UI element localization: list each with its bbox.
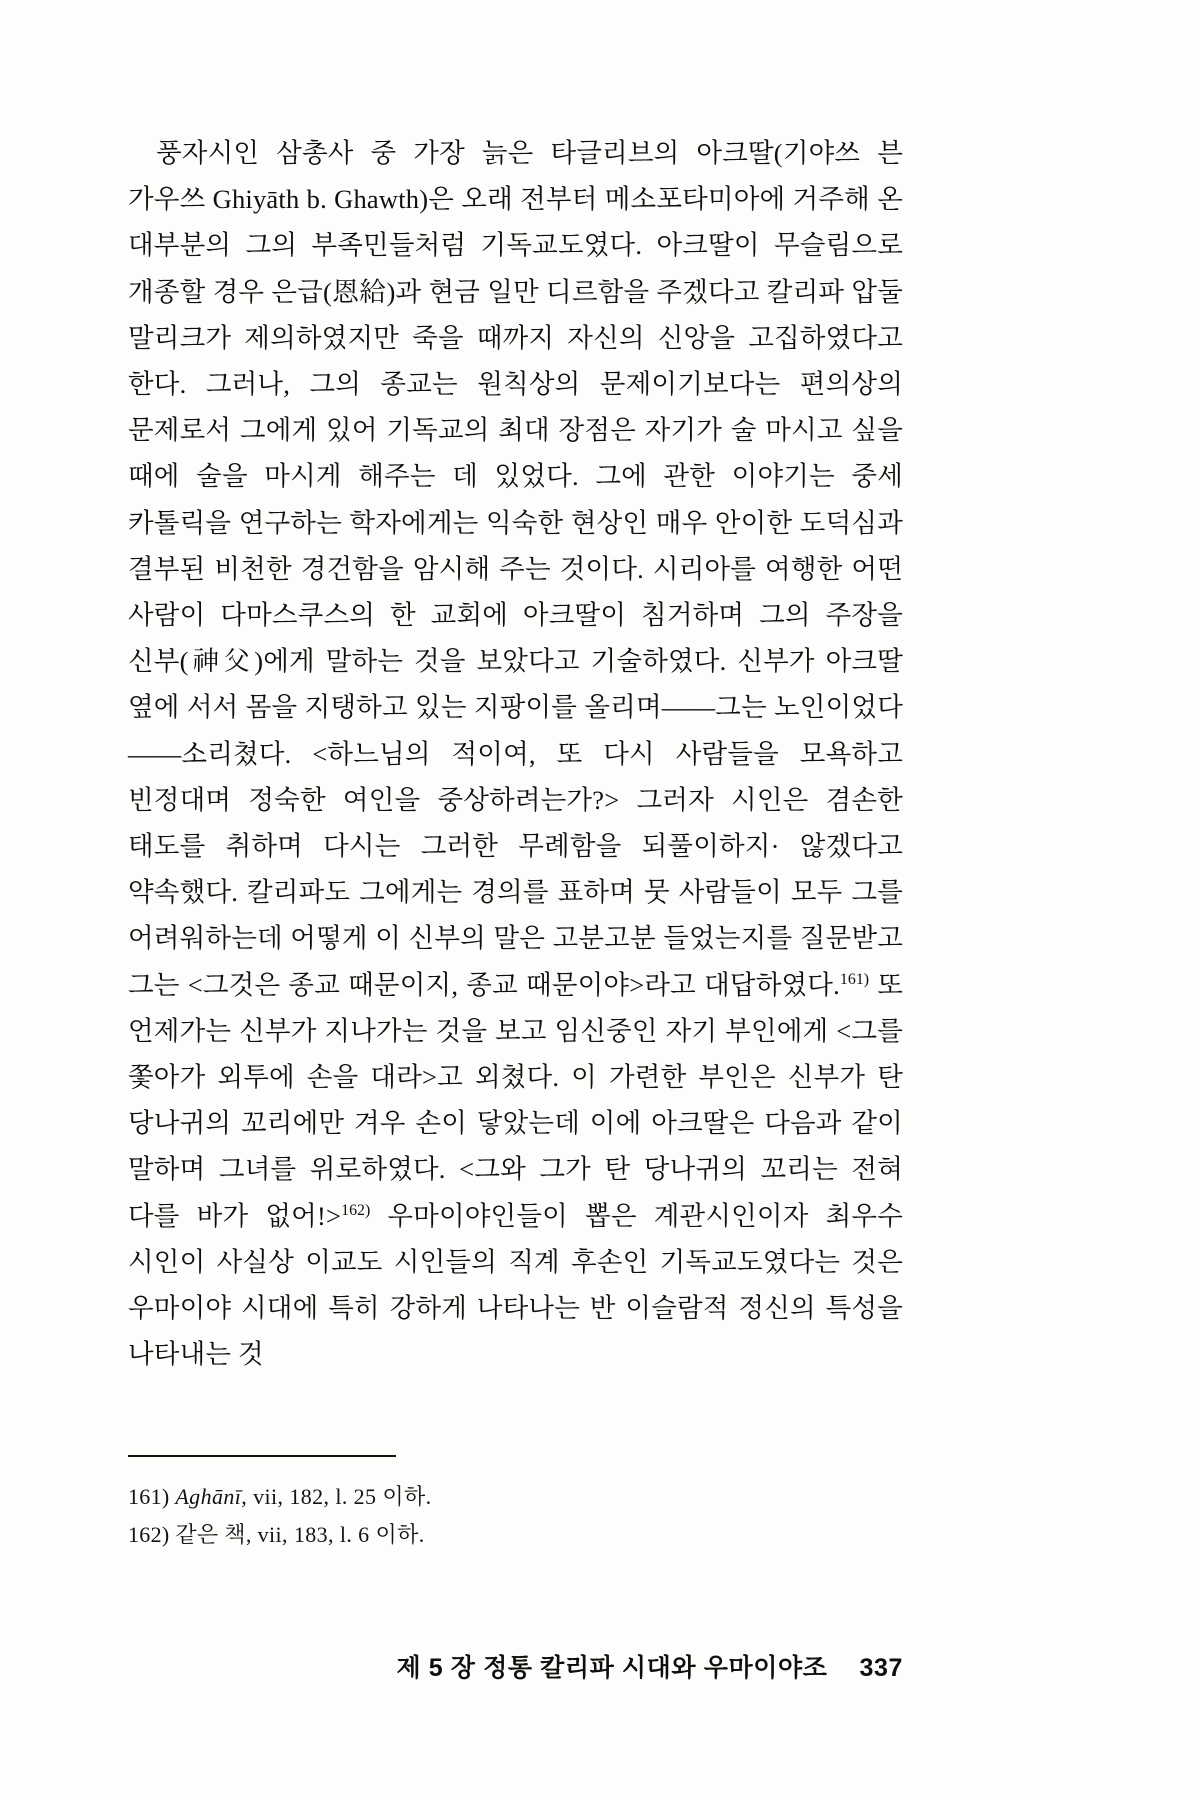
footnote-reference-161[interactable]: 161) — [839, 970, 870, 988]
paragraph-part-1: 풍자시인 삼총사 중 가장 늙은 타글리브의 아크딸(기야쓰 븐 가우쓰 Ghiyāth b. Ghawth)은 오래 전부터 메소포타미아에 거주해 온 대부분의 그의 부족민들처럼 기독교도였다. 아크딸이 무슬림으로 개종할 경우 은급(恩給)과 현금 일만 디르함을 주겠다고 칼리파 압둘 말리크가 제의하였지만 죽을 때까지 자신의 신앙을 고집하였다고 한다. 그러나, 그의 종교는 원칙상의 문제이기보다는 편의상의 문제로서 그에게 있어 기독교의 최대 장점은 자기가 술 마시고 싶을 때에 술을 마시게 해주는 데 있었다. 그에 관한 이야기는 중세 카톨릭을 연구하는 학자에게는 익숙한 현상인 매우 안이한 도덕심과 결부된 비천한 경건함을 암시해 주는 것이다. 시리아를 여행한 어떤 사람이 다마스쿠스의 한 교회에 아크딸이 침거하며 그의 주장을 신부(神父)에게 말하는 것을 보았다고 기술하였다. 신부가 아크딸 옆에 서서 몸을 지탱하고 있는 지팡이를 올리며——그는 노인이었다——소리쳤다. <하느님의 적이여, 또 다시 사람들을 모욕하고 빈정대며 정숙한 여인을 중상하려는가?> 그러자 시인은 겸손한 태도를 취하며 다시는 그러한 무례함을 되풀이하지· 않겠다고 약속했다. 칼리파도 그에게는 경의를 표하며 뭇 사람들이 모두 그를 어려워하는데 어떻게 이 신부의 말은 고분고분 들었는지를 질문받고 그는 <그것은 종교 때문이지, 종교 때문이야>라고 대답하였다. — [128, 138, 903, 1000]
footnote-number: 162) — [128, 1522, 170, 1547]
footnote-separator-rule — [128, 1455, 396, 1457]
footnote-title: 같은 책 — [175, 1522, 246, 1547]
footnote-item — [128, 1516, 828, 1554]
paragraph-part-3: 우마이야인들이 뽑은 계관시인이자 최우수 시인이 사실상 이교도 시인들의 직계 후손인 기독교도였다는 것은 우마이야 시대에 특히 강하게 나타나는 반 이슬람적 정신의 특성을 나타내는 것 — [128, 1200, 903, 1370]
page-footer — [128, 1648, 903, 1684]
page-number: 337 — [859, 1654, 903, 1682]
main-paragraph — [128, 130, 903, 1377]
footnote-detail: , vii, 182, l. 25 이하. — [241, 1484, 432, 1509]
footnote-detail: , vii, 183, l. 6 이하. — [245, 1522, 425, 1547]
footnote-number: 161) — [128, 1484, 170, 1509]
chapter-title: 제 5 장 정통 칼리파 시대와 우마이야조 — [396, 1654, 828, 1682]
footnote-item — [128, 1478, 828, 1516]
footnote-title: Aghānī — [175, 1484, 242, 1509]
page-body — [128, 130, 903, 1377]
paragraph-part-2: 또 언제가는 신부가 지나가는 것을 보고 임신중인 자기 부인에게 <그를 쫓아가 외투에 손을 대라>고 외쳤다. 이 가련한 부인은 신부가 탄 당나귀의 꼬리에만 겨우 손이 닿았는데 이에 아크딸은 다음과 같이 말하며 그녀를 위로하였다. <그와 그가 탄 당나귀의 꼬리는 전혀 다를 바가 없어!> — [128, 969, 903, 1231]
footnote-list — [128, 1478, 828, 1554]
footnote-reference-162[interactable]: 162) — [341, 1201, 371, 1219]
